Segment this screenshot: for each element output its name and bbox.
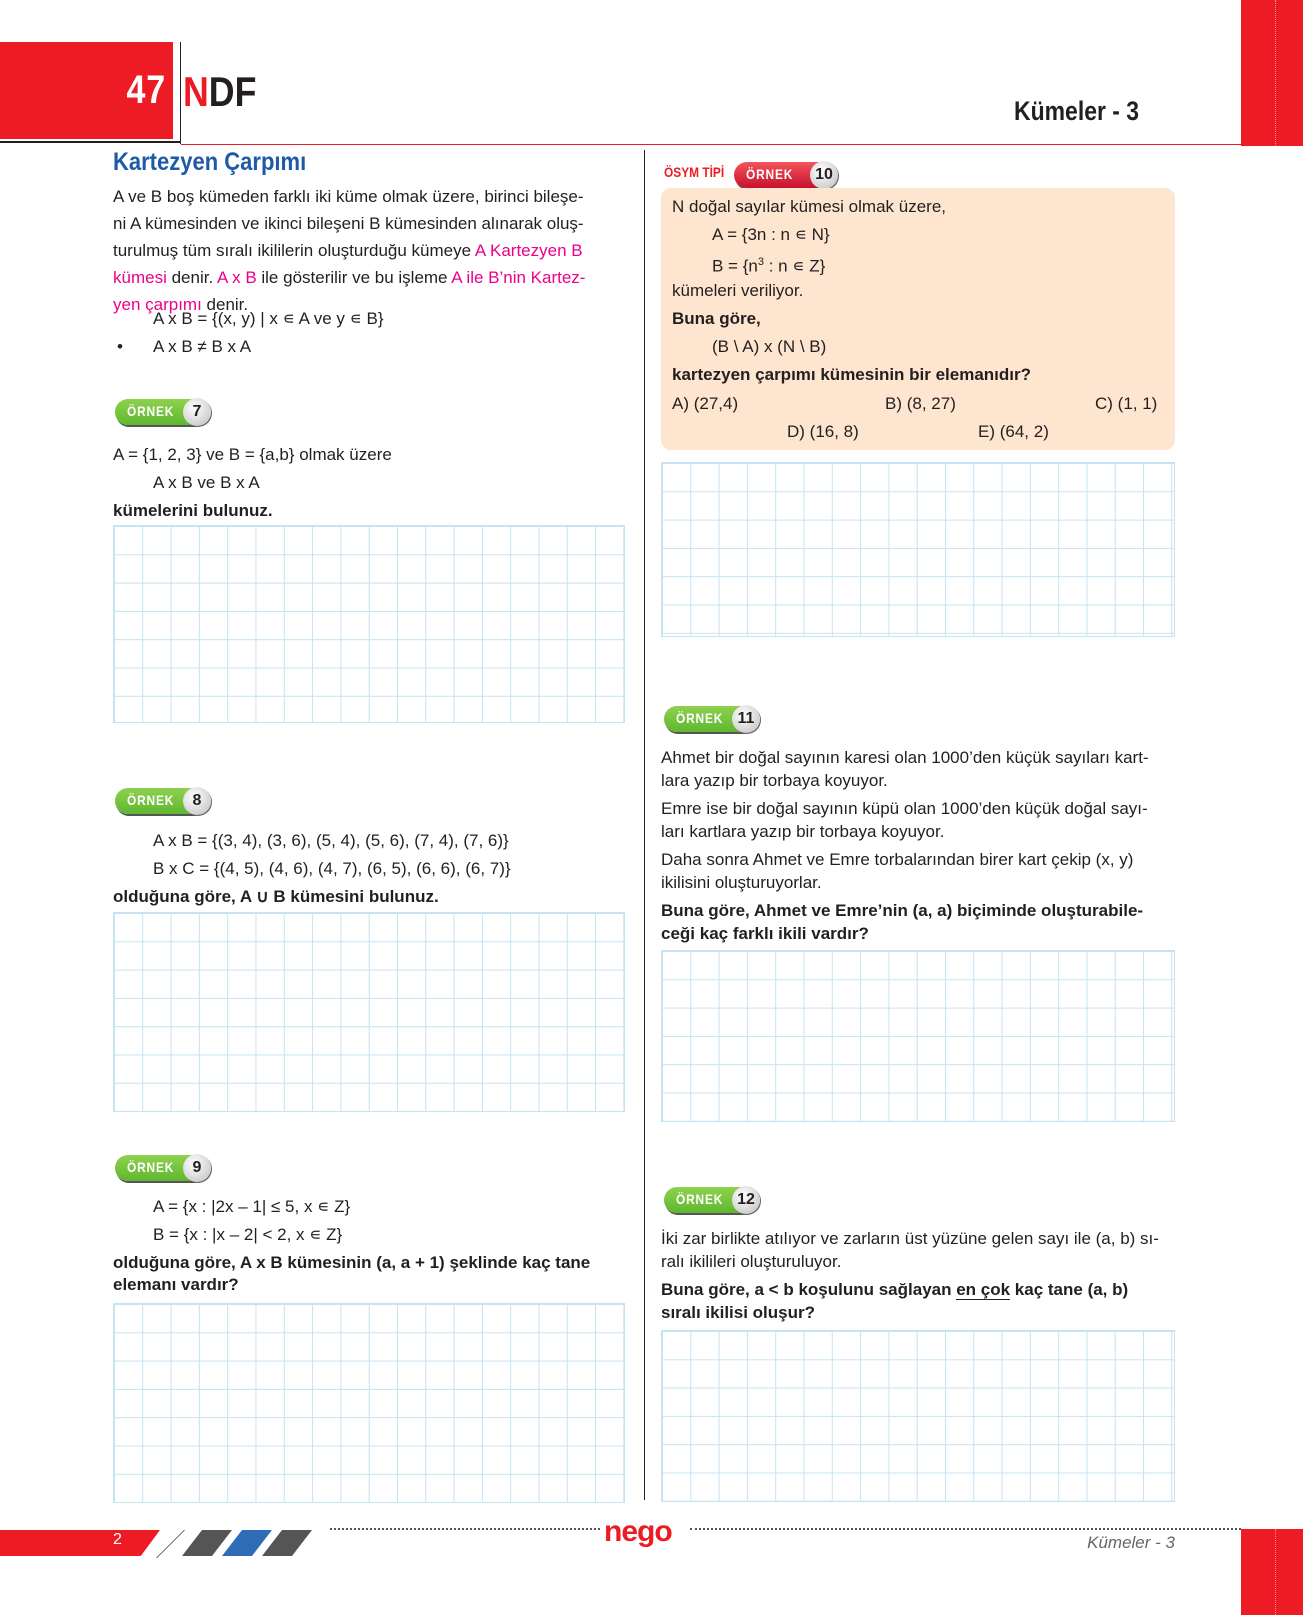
- question-line: ceği kaç farklı ikili vardır?: [661, 924, 869, 943]
- ex7-line1: A = {1, 2, 3} ve B = {a,b} olmak üzere: [113, 445, 392, 464]
- text: turulmuş tüm sıralı ikililerin oluşturduğu kümeye: [113, 241, 475, 260]
- page-number-badge: 47: [126, 68, 166, 112]
- ex9-line1: A = {x : |2x – 1| ≤ 5, x ∊ Z}: [153, 1197, 351, 1216]
- ex10-line1: N doğal sayılar kümesi olmak üzere,: [672, 197, 947, 216]
- definition-formula: A x B = {(x, y) | x ∊ A ve y ∊ B}: [153, 309, 384, 328]
- underlined-term: en çok: [956, 1280, 1011, 1299]
- scratch-grid: [661, 1330, 1175, 1502]
- side-tab-dots: [1275, 1529, 1276, 1615]
- ex10-question: kartezyen çarpımı kümesinin bir elemanıdır?: [672, 365, 1032, 384]
- side-tab-top: [1241, 0, 1303, 146]
- footer-rule: [690, 1528, 1241, 1530]
- text-line: Ahmet bir doğal sayının karesi olan 1000’den küçük sayıları kart-: [661, 748, 1149, 767]
- intro-paragraph: [113, 183, 628, 318]
- scratch-grid: [113, 1303, 625, 1503]
- example-badge-7: [115, 399, 207, 425]
- option-c[interactable]: C) (1, 1): [1095, 394, 1158, 413]
- logo-n: N: [183, 68, 209, 115]
- side-tab-bottom: [1241, 1529, 1303, 1615]
- badge-label: ÖRNEK: [676, 1191, 724, 1207]
- text-line: Emre ise bir doğal sayının küpü olan 1000’den küçük doğal sayı-: [661, 799, 1148, 818]
- ex9-line2: B = {x : |x – 2| < 2, x ∊ Z}: [153, 1225, 343, 1244]
- ex8-line1: A x B = {(3, 4), (3, 6), (5, 4), (5, 6), (7, 4), (7, 6)}: [153, 831, 509, 850]
- ex12-text: [661, 1227, 1181, 1324]
- question-line: [661, 1278, 1181, 1301]
- highlight-term: A Kartezyen B: [474, 241, 583, 260]
- example-badge-8: [115, 788, 207, 814]
- section-title: Kartezyen Çarpımı: [113, 148, 307, 176]
- badge-label: ÖRNEK: [676, 710, 724, 726]
- intro-line: A ve B boş kümeden farklı iki küme olmak üzere, birinci bileşe-: [113, 187, 584, 206]
- ex8-line2: B x C = {(4, 5), (4, 6), (4, 7), (6, 5), (6, 6), (6, 7)}: [153, 859, 511, 878]
- publisher-logo: nego: [604, 1515, 672, 1548]
- series-logo: [183, 68, 256, 116]
- highlight-term: A x B: [216, 268, 257, 287]
- footer-stripe-blue: [222, 1530, 272, 1556]
- option-b[interactable]: B) (8, 27): [885, 394, 956, 413]
- ex10-expression: (B \ A) x (N \ B): [712, 337, 827, 356]
- footer-stripe-gray: [262, 1530, 312, 1556]
- badge-label: ÖRNEK: [127, 403, 175, 419]
- badge-number: 8: [183, 787, 211, 815]
- ex7-line2: A x B ve B x A: [153, 473, 260, 492]
- text-line: ralı ikilileri oluşturuluyor.: [661, 1252, 842, 1271]
- option-d[interactable]: D) (16, 8): [787, 422, 859, 441]
- badge-label: ÖRNEK: [127, 792, 175, 808]
- logo-rest: DF: [208, 68, 257, 115]
- badge-number: 7: [183, 398, 211, 426]
- side-tab-dots: [1275, 0, 1276, 146]
- text: kaç tane (a, b): [1010, 1280, 1129, 1299]
- text: B = {n: [712, 256, 758, 276]
- footer-stripe-gray: [182, 1530, 232, 1556]
- column-divider: [644, 150, 645, 1500]
- option-a[interactable]: A) (27,4): [672, 394, 739, 413]
- ex10-line4: kümeleri veriliyor.: [672, 281, 804, 300]
- ex10-line2: A = {3n : n ∊ N}: [712, 225, 830, 244]
- example-badge-9: [115, 1155, 207, 1181]
- text: denir.: [201, 295, 249, 314]
- header-rule-black: [0, 141, 181, 143]
- badge-label: ÖRNEK: [746, 166, 794, 182]
- text-line: ları kartlara yazıp bir torbaya koyuyor.: [661, 822, 945, 841]
- note-formula: A x B ≠ B x A: [153, 337, 252, 356]
- badge-number: 12: [732, 1186, 760, 1214]
- footer-title: Kümeler - 3: [1087, 1533, 1175, 1552]
- bullet: •: [117, 337, 123, 356]
- highlight-term: kümesi: [113, 268, 167, 287]
- exponent: 3: [757, 256, 764, 268]
- highlight-term: A ile B’nin Kartez-: [451, 268, 586, 287]
- ex8-question: olduğuna göre, A ∪ B kümesini bulunuz.: [113, 887, 439, 906]
- example-badge-10: [734, 162, 834, 188]
- ex9-question-2: elemanı vardır?: [113, 1275, 239, 1294]
- scratch-grid: [661, 462, 1175, 637]
- text: Buna göre, a < b koşulunu sağlayan: [661, 1280, 957, 1299]
- ex10-line3: [712, 249, 825, 280]
- text-line: Daha sonra Ahmet ve Emre torbalarından birer kart çekip (x, y): [661, 850, 1134, 869]
- page-title: Kümeler - 3: [1013, 96, 1139, 126]
- footer-red-bar: [0, 1530, 160, 1556]
- badge-number: 9: [183, 1154, 211, 1182]
- ex11-text: [661, 746, 1181, 945]
- ex10-line5: Buna göre,: [672, 309, 761, 328]
- example-badge-12: [664, 1187, 756, 1213]
- question-line: sıralı ikilisi oluşur?: [661, 1303, 815, 1322]
- text: ile gösterilir ve bu işleme: [256, 268, 452, 287]
- highlight-term: yen çarpımı: [113, 295, 202, 314]
- scratch-grid: [113, 912, 625, 1112]
- header-divider: [180, 42, 181, 144]
- intro-line: [113, 237, 628, 264]
- intro-line: ni A kümesinden ve ikinci bileşeni B kümesinden alınarak oluş-: [113, 214, 584, 233]
- text-line: lara yazıp bir torbaya koyuyor.: [661, 771, 888, 790]
- badge-number: 10: [810, 161, 838, 189]
- badge-number: 11: [732, 705, 760, 733]
- ex7-question: kümelerini bulunuz.: [113, 501, 273, 520]
- osym-type-label: ÖSYM TİPİ: [664, 164, 725, 180]
- ex9-question-1: olduğuna göre, A x B kümesinin (a, a + 1) şeklinde kaç tane: [113, 1253, 591, 1272]
- text-line: ikilisini oluşturuyorlar.: [661, 873, 822, 892]
- header-rule-red: [181, 144, 1241, 145]
- scratch-grid: [661, 950, 1175, 1122]
- text: denir.: [166, 268, 217, 287]
- question-line: Buna göre, Ahmet ve Emre’nin (a, a) biçiminde oluşturabile-: [661, 901, 1144, 920]
- example-badge-11: [664, 706, 756, 732]
- intro-line: [113, 264, 628, 291]
- text: : n ∊ Z}: [763, 256, 826, 276]
- text-line: İki zar birlikte atılıyor ve zarların üst yüzüne gelen sayı ile (a, b) sı-: [661, 1229, 1159, 1248]
- footer-page-number: 2: [113, 1531, 122, 1548]
- footer-rule: [330, 1528, 600, 1530]
- scratch-grid: [113, 525, 625, 723]
- badge-label: ÖRNEK: [127, 1159, 175, 1175]
- footer-slash: [156, 1530, 185, 1558]
- option-e[interactable]: E) (64, 2): [978, 422, 1049, 441]
